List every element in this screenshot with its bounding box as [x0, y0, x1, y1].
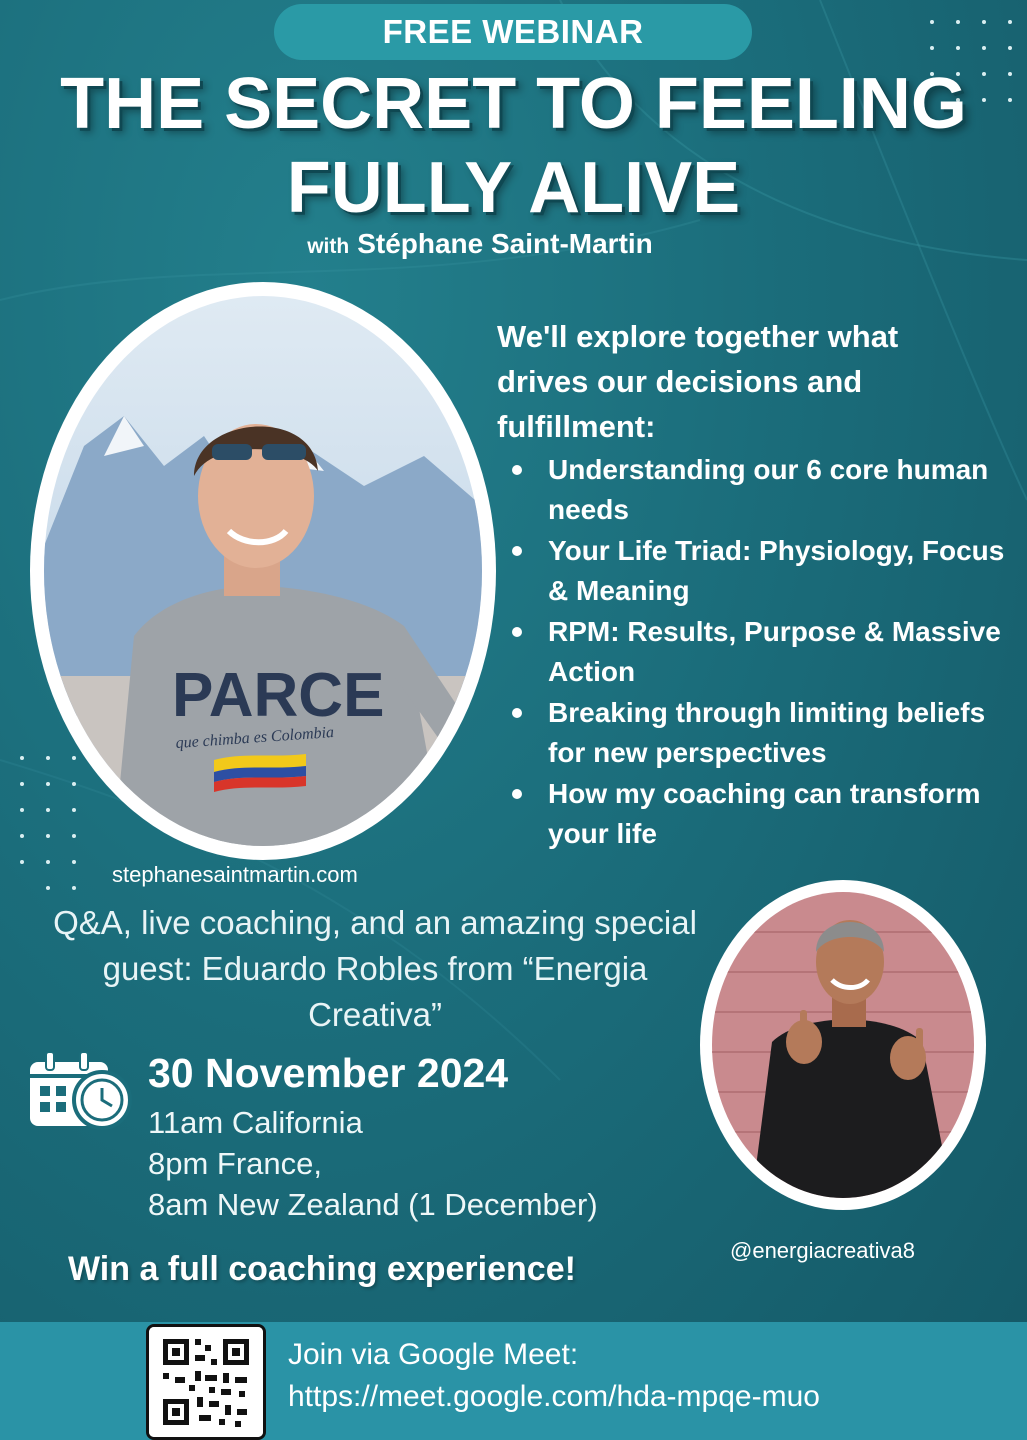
guest-photo-frame: [700, 880, 986, 1210]
time-new-zealand: 8am New Zealand (1 December): [148, 1187, 598, 1222]
title-line-1: THE SECRET TO FEELING: [60, 64, 967, 144]
guest-photo-illustration: [712, 892, 974, 1198]
time-california: 11am California: [148, 1105, 363, 1140]
topic-list: [510, 450, 1010, 855]
list-item: RPM: Results, Purpose & Massive Action: [510, 612, 1010, 692]
host-photo-frame: [30, 282, 496, 860]
event-times: [148, 1102, 598, 1225]
list-item: Breaking through limiting beliefs for new perspectives: [510, 693, 1010, 773]
meet-link[interactable]: https://meet.google.com/hda-mpqe-muo: [288, 1380, 820, 1413]
join-label: Join via Google Meet:: [288, 1338, 579, 1371]
free-webinar-badge: [274, 4, 752, 60]
dot-grid-left: [20, 756, 90, 896]
host-line: [0, 228, 960, 260]
host-name: Stéphane Saint-Martin: [357, 228, 653, 259]
badge-label: FREE WEBINAR: [382, 13, 644, 50]
guest-photo: [712, 892, 974, 1198]
qr-code[interactable]: [146, 1324, 266, 1440]
intro-text: We'll explore together what drives our decisions and fulfillment:: [497, 319, 899, 444]
list-item: Your Life Triad: Physiology, Focus & Meaning: [510, 531, 1010, 611]
qr-code-graphic: [149, 1327, 263, 1437]
list-item: Understanding our 6 core human needs: [510, 450, 1010, 530]
website-link[interactable]: stephanesaintmartin.com: [112, 862, 358, 887]
host-prefix: with: [307, 235, 350, 258]
shirt-text: PARCE: [172, 661, 385, 730]
win-callout: Win a full coaching experience!: [68, 1250, 576, 1288]
guest-handle[interactable]: @energiacreativa8: [730, 1238, 915, 1263]
list-item: How my coaching can transform your life: [510, 774, 1010, 854]
special-guest-text: Q&A, live coaching, and an amazing special guest: Eduardo Robles from “Energia Creativa”: [53, 904, 697, 1033]
host-photo-illustration: [44, 296, 482, 846]
title-line-2: FULLY ALIVE: [286, 148, 741, 228]
page-title: [0, 62, 1027, 230]
join-info: [288, 1334, 820, 1418]
event-date: 30 November 2024: [148, 1050, 509, 1096]
time-france: 8pm France,: [148, 1146, 323, 1181]
calendar-clock-icon: [28, 1052, 132, 1130]
host-photo: [44, 296, 482, 846]
shirt-subtext: que chimba es Colombia: [175, 723, 335, 752]
